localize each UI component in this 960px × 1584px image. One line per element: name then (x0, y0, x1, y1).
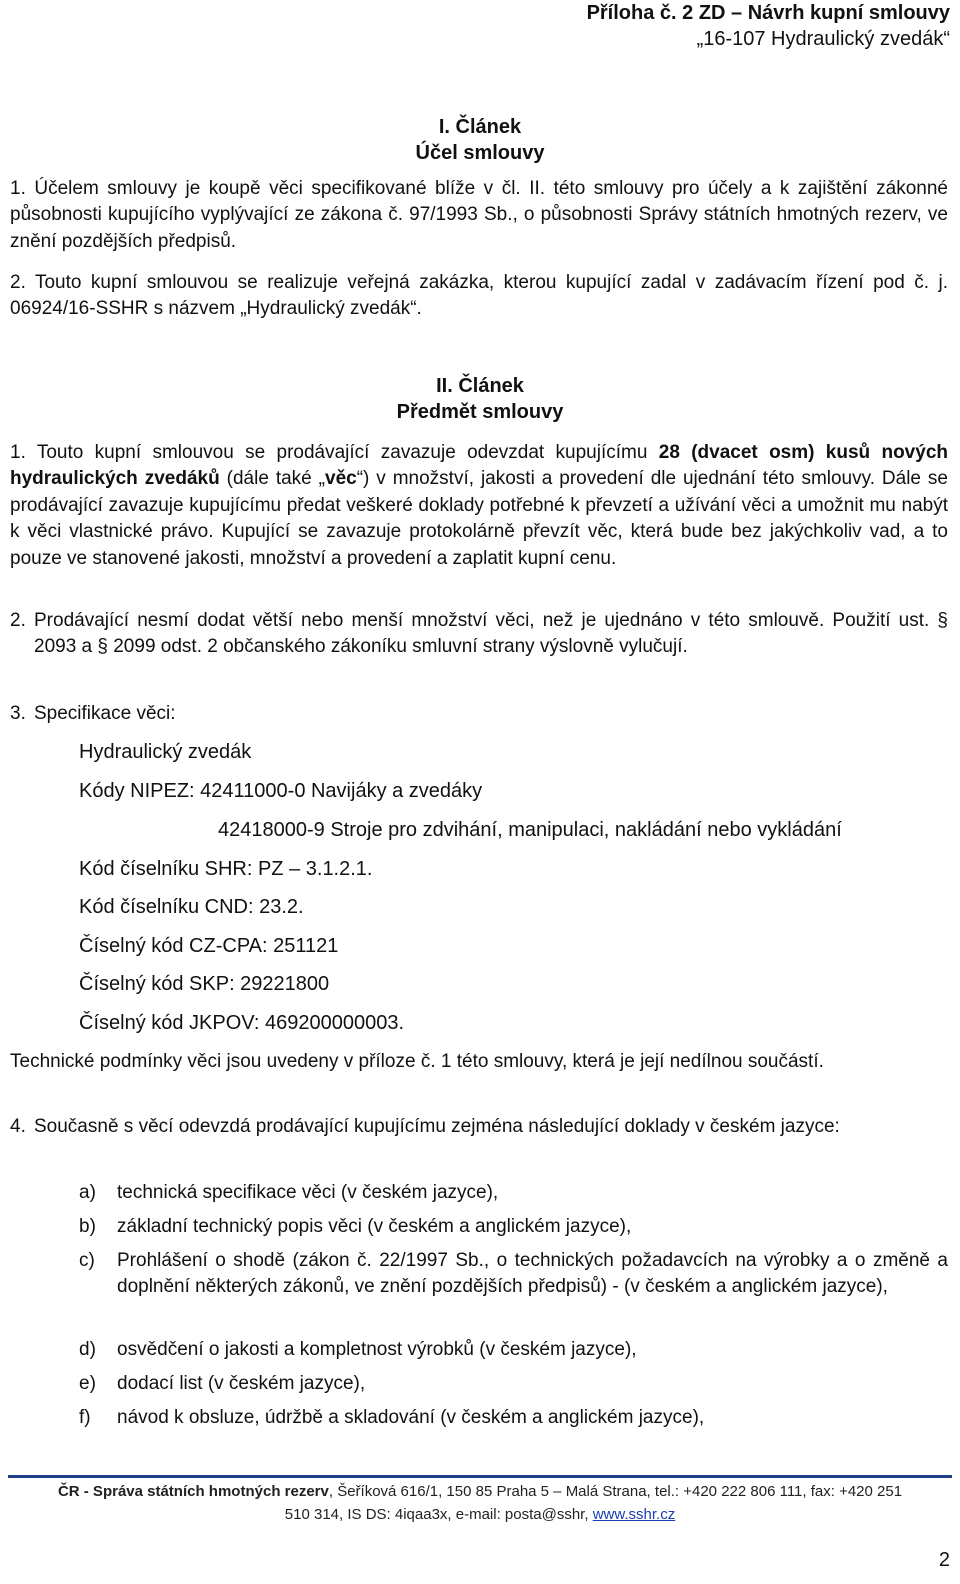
spec-name: Hydraulický zvedák (79, 741, 252, 763)
footer-address-line-2 (0, 1503, 960, 1526)
document-header-subtitle: „16-107 Hydraulický zvedák“ (696, 28, 950, 50)
doc-item-letter: f) (79, 1407, 91, 1428)
article-2-number: II. Článek (436, 375, 524, 397)
doc-item-text: Prohlášení o shodě (zákon č. 22/1997 Sb., o technických požadavcích na výrobky a o změně a doplnění některých zákonů, ve znění pozdějších předpisů) - (v českém a anglickém jazyce), (117, 1250, 948, 1298)
footer-organization: ČR - Správa státních hmotných rezerv (57, 1483, 329, 1500)
technical-conditions: Technické podmínky věci jsou uvedeny v příloze č. 1 této smlouvy, která je její nedílnou součástí. (10, 1051, 824, 1072)
spec-cpa: Číselný kód CZ-CPA: 251121 (79, 935, 339, 957)
doc-item-text: dodací list (v českém jazyce), (117, 1373, 366, 1394)
footer-address-line-1 (0, 1480, 960, 1503)
paragraph-1-text-3: “) v množství, jakosti a provedení dle ujednání této smlouvy. Dále se prodávající zavazuje kupujícímu předat veškeré doklady potřebné k převzetí a užívání věci a umožnit mu nabýt k věci vlastnické právo. Kupující se zavazuje protokolárně převzít věc, která bude bez jakýchkoliv vad, a to pouze ve stanovené jakosti, množství a provedení a zaplatit kupní cenu. (10, 468, 948, 569)
paragraph-3-number: 3. (10, 703, 26, 724)
footer-divider (8, 1475, 952, 1478)
doc-item-letter: e) (79, 1373, 96, 1394)
spec-nipez-1: Kódy NIPEZ: 42411000-0 Navijáky a zvedáky (79, 780, 483, 802)
paragraph-1-text-2: (dále také „ (219, 468, 325, 490)
paragraph-1-text: 1. Touto kupní smlouvou se prodávající zavazuje odevzdat kupujícímu (10, 442, 659, 463)
spec-skp: Číselný kód SKP: 29221800 (79, 973, 330, 995)
footer-website-link[interactable]: www.sshr.cz (592, 1506, 676, 1523)
spec-jkpov: Číselný kód JKPOV: 469200000003. (79, 1012, 405, 1034)
doc-item-text: základní technický popis věci (v českém a anglickém jazyce), (117, 1216, 632, 1237)
paragraph-3-text: Specifikace věci: (34, 703, 176, 724)
footer-address: , Šeříková 616/1, 150 85 Praha 5 – Malá Strana, tel.: +420 222 806 111, fax: +420 251 (328, 1483, 903, 1500)
doc-item-text: osvědčení o jakosti a kompletnost výrobků (v českém jazyce), (117, 1339, 637, 1360)
article-2-paragraph-2 (10, 608, 948, 661)
spec-shr: Kód číselníku SHR: PZ – 3.1.2.1. (79, 858, 373, 880)
doc-item-text: technická specifikace věci (v českém jazyce), (117, 1182, 499, 1203)
paragraph-2-text: Prodávající nesmí dodat větší nebo menší množství věci, než je ujednáno v této smlouvě. Použití ust. § 2093 a § 2099 odst. 2 občanského zákoníku smluvní strany výslovně vylučují. (34, 610, 948, 658)
paragraph-1-quantity: 28 (dvacet osm) kusů nových hydraulických zvedáků (10, 442, 948, 490)
article-2-paragraph-4 (10, 1114, 948, 1140)
spec-nipez-2: 42418000-9 Stroje pro zdvihání, manipulaci, nakládání nebo vykládání (218, 819, 842, 841)
article-2-title: Předmět smlouvy (396, 401, 564, 423)
doc-item-letter: c) (79, 1250, 95, 1271)
article-1-paragraph-2: 2. Touto kupní smlouvou se realizuje veřejná zakázka, kterou kupující zadal v zadávacím řízení pod č. j. 06924/16-SSHR s názvem „Hydraulický zvedák“. (10, 272, 948, 320)
article-1-title: Účel smlouvy (415, 142, 545, 164)
paragraph-2-number: 2. (10, 610, 26, 631)
paragraph-4-text: Současně s věcí odevzdá prodávající kupujícímu zejména následující doklady v českém jazyce: (34, 1116, 840, 1137)
article-2-paragraph-3 (10, 701, 948, 727)
paragraph-4-number: 4. (10, 1116, 26, 1137)
article-1-paragraph-1: 1. Účelem smlouvy je koupě věci specifikované blíže v čl. II. této smlouvy pro účely a k zajištění zákonné působnosti kupujícího vyplývající ze zákona č. 97/1993 Sb., o působnosti Správy státních hmotných rezerv, ve znění pozdějších předpisů. (10, 178, 948, 252)
document-header-title: Příloha č. 2 ZD – Návrh kupní smlouvy (586, 2, 950, 24)
spec-cnd: Kód číselníku CND: 23.2. (79, 896, 304, 918)
doc-item-letter: a) (79, 1182, 96, 1203)
paragraph-1-defined-term: věc (325, 468, 357, 490)
page-number: 2 (938, 1549, 950, 1571)
doc-item-letter: b) (79, 1216, 96, 1237)
article-1-number: I. Článek (438, 116, 522, 138)
doc-item-letter: d) (79, 1339, 96, 1360)
article-2-paragraph-1 (10, 440, 948, 572)
footer-contact: 510 314, IS DS: 4iqaa3x, e-mail: posta@sshr, (284, 1506, 593, 1523)
doc-item-text: návod k obsluze, údržbě a skladování (v českém a anglickém jazyce), (117, 1407, 705, 1428)
